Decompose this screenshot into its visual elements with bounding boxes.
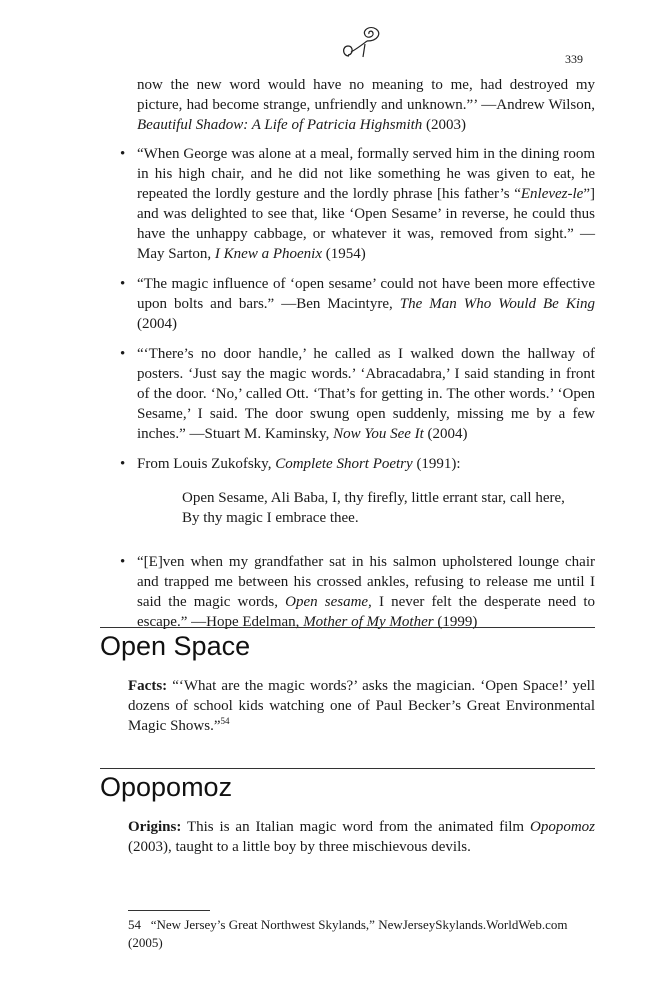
source-title: Beautiful Shadow: A Life of Patricia Highsmith [137, 117, 423, 133]
film-title: Opopomoz [529, 819, 595, 835]
source-year: (2004) [137, 316, 177, 332]
quote-list [118, 144, 595, 642]
quote-text: “The magic influence of ‘open sesame’ could not have been more effective upon bolts and bars.” —Ben Macintyre, [137, 276, 595, 312]
quote-phrase: Open sesame, [285, 594, 372, 610]
quote-phrase: Enlevez-le [520, 186, 584, 202]
section-divider [100, 627, 595, 628]
section-heading: Open Space [100, 631, 251, 661]
source-title: The Man Who Would Be King [399, 296, 595, 312]
source-year: (2003) [422, 117, 467, 133]
footnote-number: 54 [128, 917, 141, 932]
quote-text: ”] and was delighted to see that, like ‘Open Sesame’ in reverse, he could thus have the unhappy cabbage, or whatever it was, removed from sight.” —May Sarton, [137, 186, 595, 262]
source-year: (1999) [433, 614, 478, 630]
section-label: Facts: [128, 678, 168, 694]
footnote-reference: 54 [220, 716, 230, 726]
section-text: “‘What are the magic words?’ asks the magician. ‘Open Space!’ yell dozens of school kids watching one of Paul Becker’s Great Environmental Magic Shows.” [128, 678, 595, 734]
quote-text: From Louis Zukofsky, [137, 456, 276, 472]
quote-text: “‘There’s no door handle,’ he called as I walked down the hallway of posters. ‘Just say the magic words.’ ‘Abracadabra,’ I said standing in front of the door. ‘No,’ called Ott. ‘That’s for getting in. The other words.’ ‘Open Sesame,’ I said. The door swung open suddenly, missing me by a few inches.” —Stuart M. Kaminsky, [137, 346, 595, 442]
quote-text: “When George was alone at a meal, formally served him in the dining room in his high chair, and he did not like something he was given to eat, he repeated the lordly gesture and the lordly phrase [his father’s “ [137, 146, 595, 202]
source-title: Complete Short Poetry [275, 456, 413, 472]
continued-quote [137, 75, 595, 135]
section-label: Origins: [128, 819, 182, 835]
source-title: I Knew a Phoenix [214, 246, 322, 262]
poem-excerpt [182, 488, 595, 528]
quote-text: “[E]ven when my grandfather sat in his salmon upholstered lounge chair and trapped me between his crossed ankles, refusing to release me until I said the magic words, [137, 554, 595, 610]
section-heading: Opopomoz [100, 772, 233, 802]
section-divider [100, 768, 595, 769]
source-title: Now You See It [333, 426, 424, 442]
poem-line: By thy magic I embrace thee. [182, 510, 359, 526]
source-year: (2004) [423, 426, 468, 442]
quote-item [118, 274, 595, 334]
footnote-divider [128, 910, 210, 911]
quote-item [118, 454, 595, 528]
section-body [128, 676, 595, 736]
footnote-text: “New Jersey’s Great Northwest Skylands,” NewJerseySkylands.WorldWeb.com (2005) [128, 917, 568, 950]
source-title: Mother of My Mother [303, 614, 434, 630]
quote-item [118, 552, 595, 632]
quote-text: now the new word would have no meaning to me, had destroyed my picture, had become strange, unfriendly and unknown.”’ —Andrew Wilson, [137, 77, 595, 113]
source-year: (1991): [412, 456, 461, 472]
quote-text: I never felt the desperate need to escape.” —Hope Edelman, [137, 594, 595, 630]
source-year: (1954) [321, 246, 366, 262]
quote-item [118, 144, 595, 264]
quote-item [118, 344, 595, 444]
page-number: 339 [565, 52, 583, 66]
swirl-ornament-icon [336, 22, 392, 62]
section-body [128, 817, 595, 857]
poem-line: Open Sesame, Ali Baba, I, thy firefly, little errant star, call here, [182, 490, 565, 506]
footnote [128, 916, 595, 952]
section-text: This is an Italian magic word from the animated film [181, 819, 530, 835]
section-text: (2003), taught to a little boy by three mischievous devils. [128, 839, 471, 855]
